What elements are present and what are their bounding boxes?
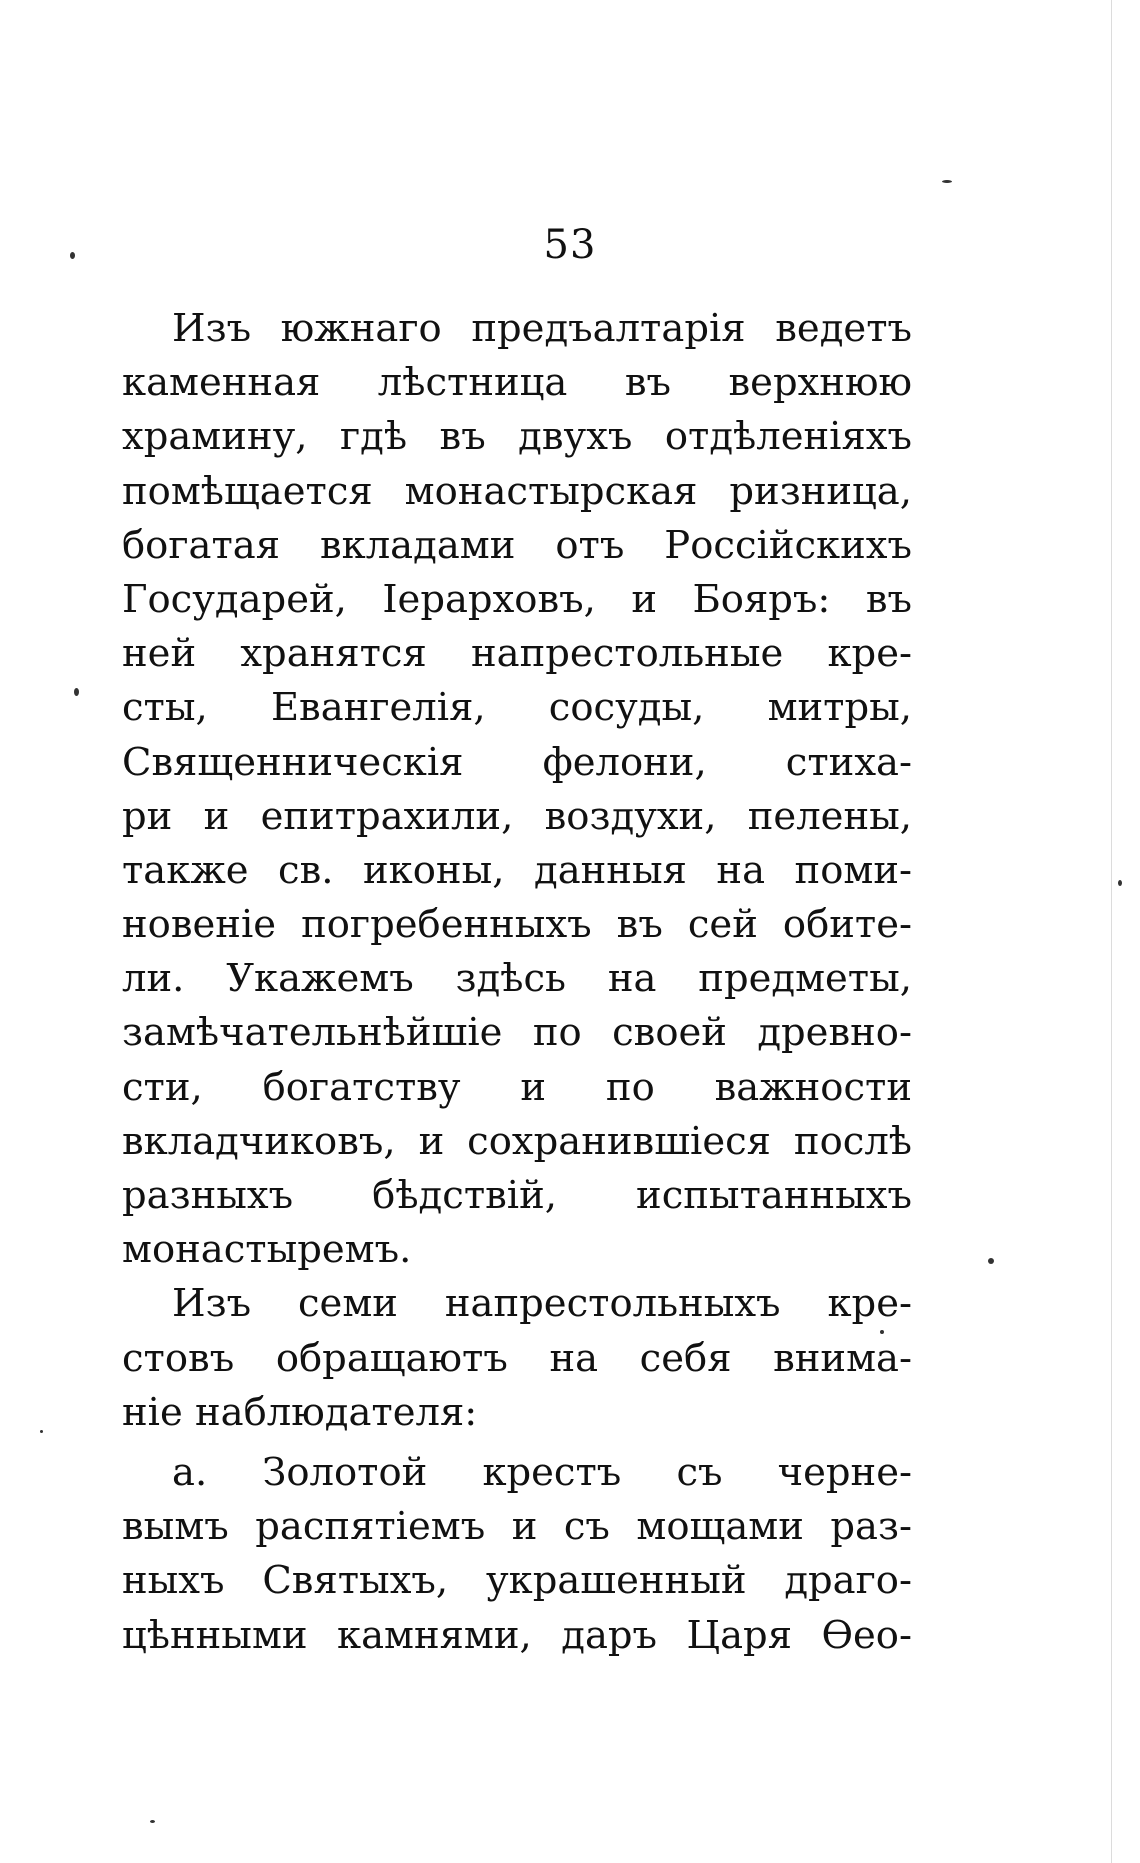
text-line: вымъ распятіемъ и съ мощами раз- (122, 1504, 912, 1550)
text-line: ней хранятся напрестольные кре- (122, 631, 912, 677)
scan-speck (880, 1330, 884, 1334)
text-line: сти, богатству и по важности (122, 1064, 912, 1110)
text-line: каменная лѣстница въ верхнюю (122, 360, 912, 406)
text-line: замѣчательнѣйшіе по своей древно- (122, 1010, 912, 1056)
scan-speck (988, 1258, 994, 1264)
text-line: а. Золотой крестъ съ черне- (172, 1449, 912, 1495)
scan-speck (40, 1430, 43, 1433)
body-text (122, 302, 912, 1663)
text-line: ныхъ Святыхъ, украшенный драго- (122, 1558, 912, 1604)
page-number: 53 (543, 222, 597, 268)
text-line: помѣщается монастырская ризница, (122, 468, 912, 514)
text-line: ли. Укажемъ здѣсь на предметы, (122, 956, 912, 1002)
scan-speck (942, 180, 952, 183)
scan-speck (74, 688, 79, 696)
text-line: Священническія фелони, стиха- (122, 739, 912, 785)
text-line: Изъ южнаго предъалтарія ведетъ (172, 306, 912, 351)
scan-speck (1118, 880, 1122, 886)
text-line: цѣнными камнями, даръ Царя Ѳео- (122, 1612, 912, 1658)
text-line: монастыремъ. (122, 1227, 412, 1273)
paragraph-2 (122, 1277, 912, 1440)
paragraph-3 (122, 1446, 912, 1663)
text-line: ніе наблюдателя: (122, 1389, 478, 1435)
text-line: Государей, Іерарховъ, и Бояръ: въ (122, 576, 912, 622)
text-line: Изъ семи напрестольныхъ кре- (172, 1281, 912, 1327)
scan-speck (150, 1820, 155, 1823)
text-line: храмину, гдѣ въ двухъ отдѣленіяхъ (122, 414, 912, 460)
text-line: разныхъ бѣдствій, испытанныхъ (122, 1173, 912, 1218)
scan-edge-line (1111, 0, 1112, 1863)
text-line: новеніе погребенныхъ въ сей обите- (122, 902, 912, 948)
paragraph-1 (122, 302, 912, 1277)
scan-speck (70, 252, 75, 259)
text-line: вкладчиковъ, и сохранившіеся послѣ (122, 1118, 912, 1164)
text-line: сты, Евангелія, сосуды, митры, (122, 685, 912, 731)
text-line: также св. иконы, данныя на поми- (122, 847, 912, 893)
text-line: стовъ обращаютъ на себя внима- (122, 1335, 912, 1381)
text-line: богатая вкладами отъ Россійскихъ (122, 522, 912, 568)
text-line: ри и епитрахили, воздухи, пелены, (122, 793, 912, 839)
